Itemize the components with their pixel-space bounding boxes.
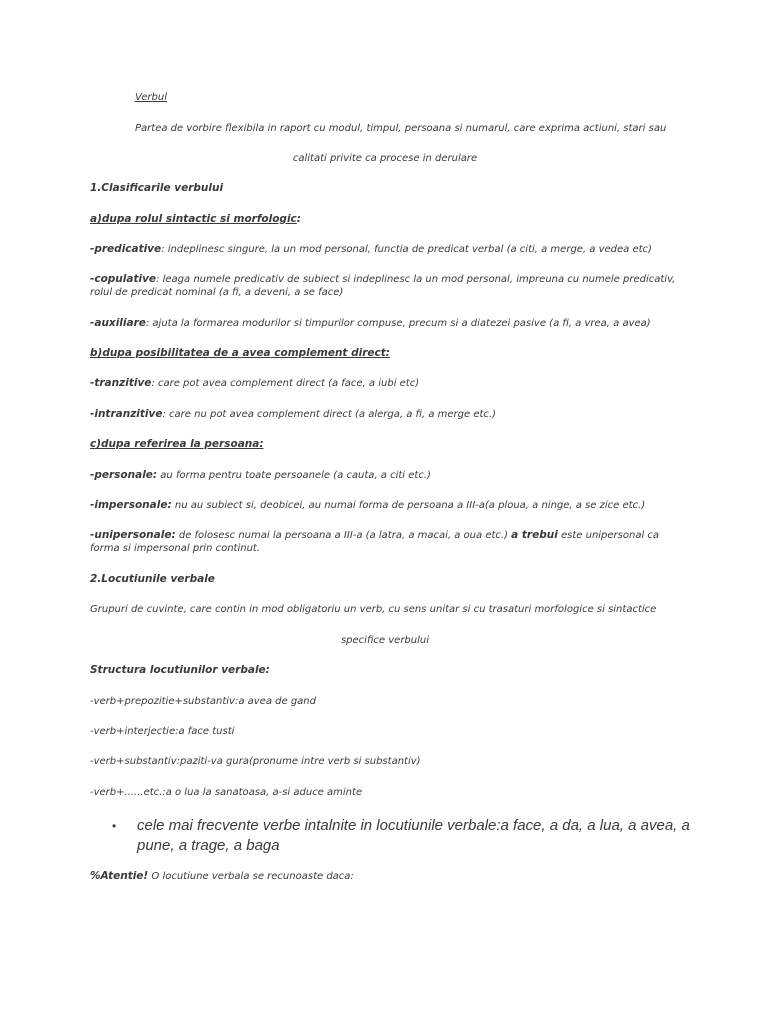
section2-definition-line-1: Grupuri de cuvinte, care contin in mod obligatoriu un verb, cu sens unitar si cu trasaturi morfologice si sintactice: [90, 604, 657, 615]
predicative-term: -predicative: [90, 243, 162, 255]
section1-heading: 1.Clasificarile verbului: [90, 182, 224, 194]
auxiliare-term: -auxiliare: [90, 317, 146, 329]
auxiliare-text: : ajuta la formarea modurilor si timpurilor compuse, precum si a diatezei pasive (a fi, a vrea, a avea): [145, 318, 651, 329]
copulative-item: [90, 273, 680, 299]
unipersonale-text-2: este unipersonal ca forma si impersonal prin continut.: [90, 530, 660, 554]
auxiliare-item: [90, 317, 680, 330]
tranzitive-term: -tranzitive: [90, 377, 152, 389]
bullet-text: cele mai frecvente verbe intalnite in locutiunile verbale:a face, a da, a lua, a avea, a pune, a trage, a baga: [137, 817, 690, 854]
predicative-item: [90, 243, 680, 256]
personale-term: -personale:: [90, 469, 158, 481]
attention-term: %Atentie!: [90, 870, 149, 882]
structure-item: -verb+......etc.:a o lua la sanatoasa, a-si aduce aminte: [90, 787, 363, 798]
copulative-term: -copulative: [90, 273, 157, 285]
definition-line-1: Partea de vorbire flexibila in raport cu modul, timpul, persoana si numarul, care exprima actiuni, stari sau: [135, 123, 667, 134]
section1c-heading: c)dupa referirea la persoana:: [90, 438, 264, 450]
section1b-heading: b)dupa posibilitatea de a avea complement direct:: [90, 347, 390, 359]
tranzitive-text: : care pot avea complement direct (a face, a iubi etc): [151, 378, 420, 389]
section1a-heading-colon: :: [296, 213, 301, 225]
personale-item: [90, 469, 680, 482]
section2-heading: 2.Locutiunile verbale: [90, 573, 215, 585]
unipersonale-term: -unipersonale:: [90, 529, 176, 541]
section2-definition-line-2: specifice verbului: [340, 635, 430, 646]
section1a-heading-text: a)dupa rolul sintactic si morfologic: [90, 213, 297, 225]
attention-line: [90, 870, 680, 883]
personale-text: au forma pentru toate persoanele (a cauta, a citi etc.): [157, 470, 431, 481]
structure-heading: Structura locutiunilor verbale:: [90, 664, 270, 676]
unipersonale-bold: a trebui: [511, 529, 558, 541]
impersonale-item: [90, 499, 680, 512]
bullet-icon: •: [112, 819, 117, 833]
unipersonale-text-1: de folosesc numai la persoana a III-a (a latra, a macai, a oua etc.): [175, 530, 512, 541]
structure-item: -verb+substantiv:paziti-va gura(pronume intre verb si substantiv): [90, 756, 421, 767]
intranzitive-text: : care nu pot avea complement direct (a alerga, a fi, a merge etc.): [162, 409, 496, 420]
copulative-text: : leaga numele predicativ de subiect si indeplinesc la un mod personal, impreuna cu numele predicativ, rolul de predicat nominal (a fi, a deveni, a se face): [90, 274, 676, 298]
structure-item: -verb+prepozitie+substantiv:a avea de gand: [90, 696, 316, 707]
structure-item: -verb+interjectie:a face tusti: [90, 726, 235, 737]
impersonale-term: -impersonale:: [90, 499, 172, 511]
attention-text: O locutiune verbala se recunoaste daca:: [148, 871, 354, 882]
intranzitive-item: [90, 408, 680, 421]
predicative-text: : indeplinesc singure, la un mod personal, functia de predicat verbal (a citi, a merge, a vedea etc): [161, 244, 652, 255]
unipersonale-item: [90, 529, 680, 555]
definition-line-2: calitati privite ca procese in derulare: [292, 153, 478, 164]
page-title: Verbul: [135, 92, 167, 103]
section1a-heading: [90, 213, 680, 226]
tranzitive-item: [90, 377, 680, 390]
intranzitive-term: -intranzitive: [90, 408, 163, 420]
impersonale-text: nu au subiect si, deobicei, au numai forma de persoana a III-a(a ploua, a ninge, a se zice etc.): [171, 500, 646, 511]
